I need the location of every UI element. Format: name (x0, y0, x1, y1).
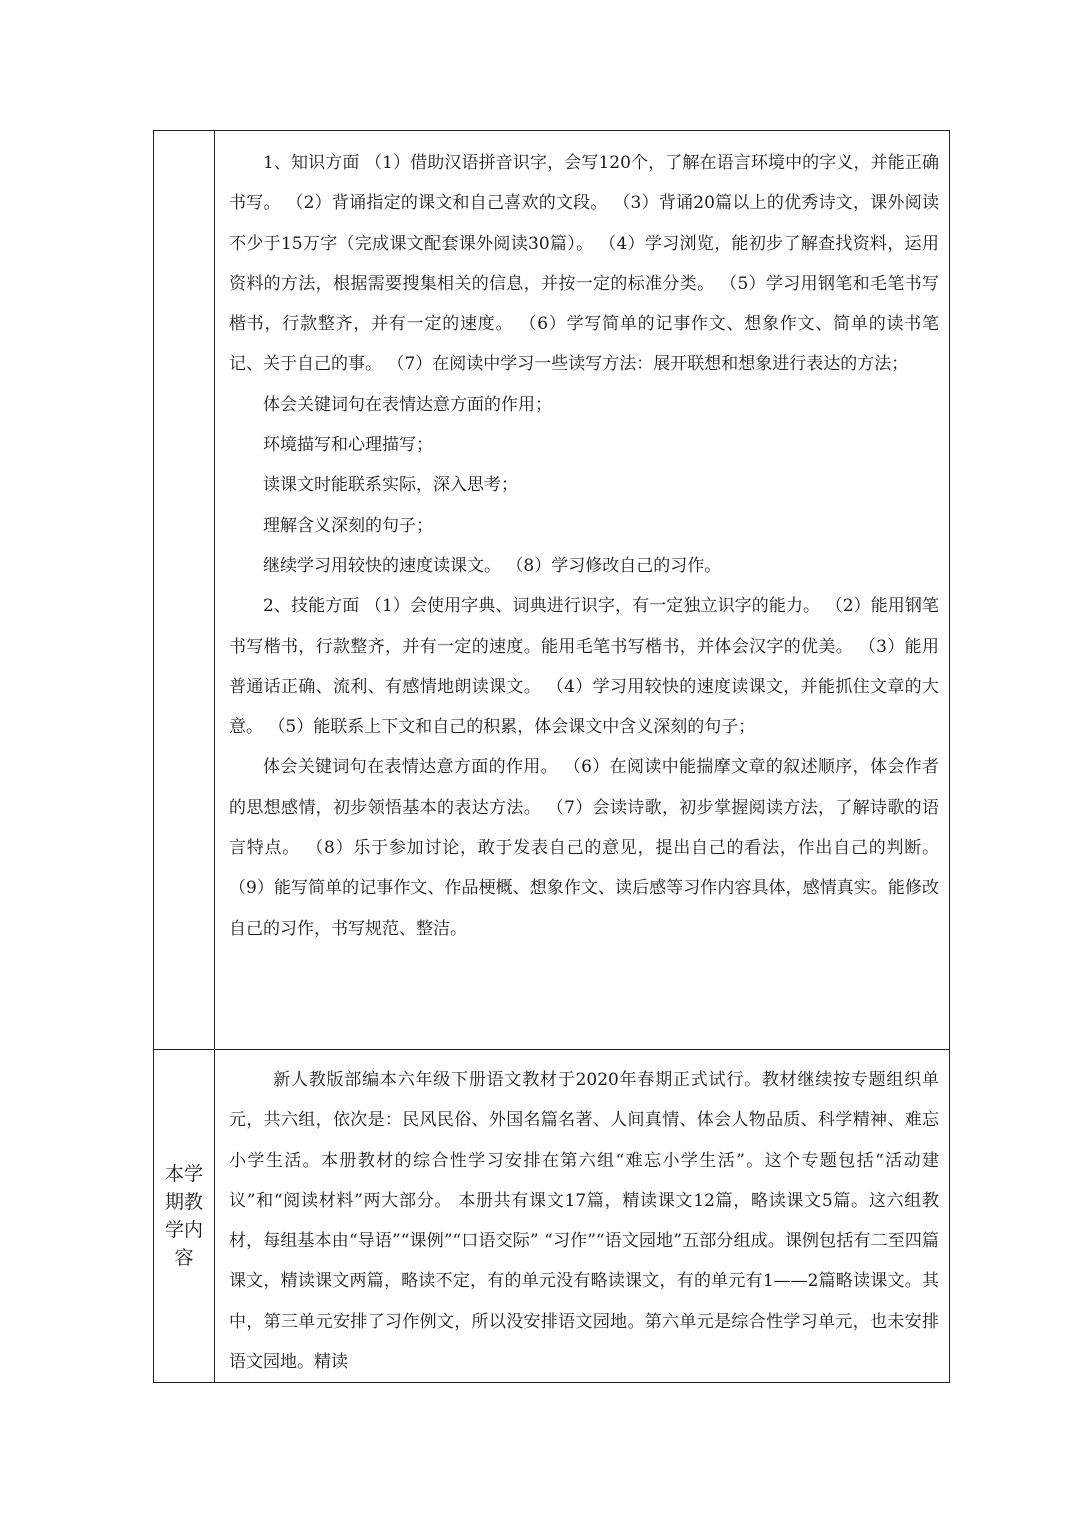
list-item: 继续学习用较快的速度读课文。 （8）学习修改自己的习作。 (263, 555, 722, 576)
list-item: 理解含义深刻的句子； (263, 515, 433, 536)
row-label-cell (154, 1050, 215, 1383)
content-paragraph: 新人教版部编本六年级下册语文教材于2020年春期正式试行。教材继续按专题组织单元，共六组，依次是：民风民俗、外国名篇名著、人间真情、体会人物品质、科学精神、难忘小学生活。本册教材的综合性学习安排在第六组“难忘小学生活”。这个专题包括“活动建议”和“阅读材料”两大部分。 本册共有课文17篇，精读课文12篇，略读课文5篇。这六组教材，每组基本由“导语”“课例”“口语交际” “习作”“语文园地”五部分组成。课例包括有二至四篇课文，精读课文两篇，略读不定，有的单元没有略读课文，有的单元有1——2篇略读课文。其中，第三单元安排了习作例文，所以没安排语文园地。第六单元是综合性学习单元，也未安排语文园地。精读 (229, 1070, 939, 1373)
table-row-content (154, 1050, 950, 1383)
list-item: 体会关键词句在表情达意方面的作用； (263, 394, 552, 415)
objectives-cell (215, 131, 950, 1050)
list-item: 环境描写和心理描写； (263, 435, 433, 456)
list-item: 读课文时能联系实际，深入思考； (263, 475, 518, 496)
row-label-cell (154, 131, 215, 1050)
knowledge-paragraph: 1、知识方面 （1）借助汉语拼音识字，会写120个，了解在语言环境中的字义，并能正确书写。 （2）背诵指定的课文和自己喜欢的文段。 （3）背诵20篇以上的优秀诗文，课外阅读不少于15万字（完成课文配套课外阅读30篇）。 （4）学习浏览，能初步了解查找资料，运用资料的方法，根据需要搜集相关的信息，并按一定的标准分类。 （5）学习用钢笔和毛笔书写楷书，行款整齐，并有一定的速度。 （6）学写简单的记事作文、想象作文、简单的读书笔记、关于自己的事。 （7）在阅读中学习一些读写方法：展开联想和想象进行表达的方法； (229, 153, 939, 375)
content-cell (215, 1050, 950, 1383)
teaching-plan-table (153, 130, 950, 1383)
skills-paragraph: 2、技能方面 （1）会使用字典、词典进行识字，有一定独立识字的能力。 （2）能用钢笔书写楷书，行款整齐，并有一定的速度。能用毛笔书写楷书，并体会汉字的优美。 （3）能用普通话正确、流利、有感情地朗读课文。 （4）学习用较快的速度读课文，并能抓住文章的大意。 （5）能联系上下文和自己的积累，体会课文中含义深刻的句子； (229, 596, 939, 738)
row-label-teaching-content: 本学期教学内容 (164, 1163, 203, 1270)
table-row-objectives (154, 131, 950, 1050)
skills-paragraph-continued: 体会关键词句在表情达意方面的作用。 （6）在阅读中能揣摩文章的叙述顺序，体会作者的思想感情，初步领悟基本的表达方法。 （7）会读诗歌，初步掌握阅读方法，了解诗歌的语言特点。 （8）乐于参加讨论，敢于发表自己的意见，提出自己的看法，作出自己的判断。 （9）能写简单的记事作文、作品梗概、想象作文、读后感等习作内容具体，感情真实。能修改自己的习作，书写规范、整洁。 (229, 757, 939, 939)
